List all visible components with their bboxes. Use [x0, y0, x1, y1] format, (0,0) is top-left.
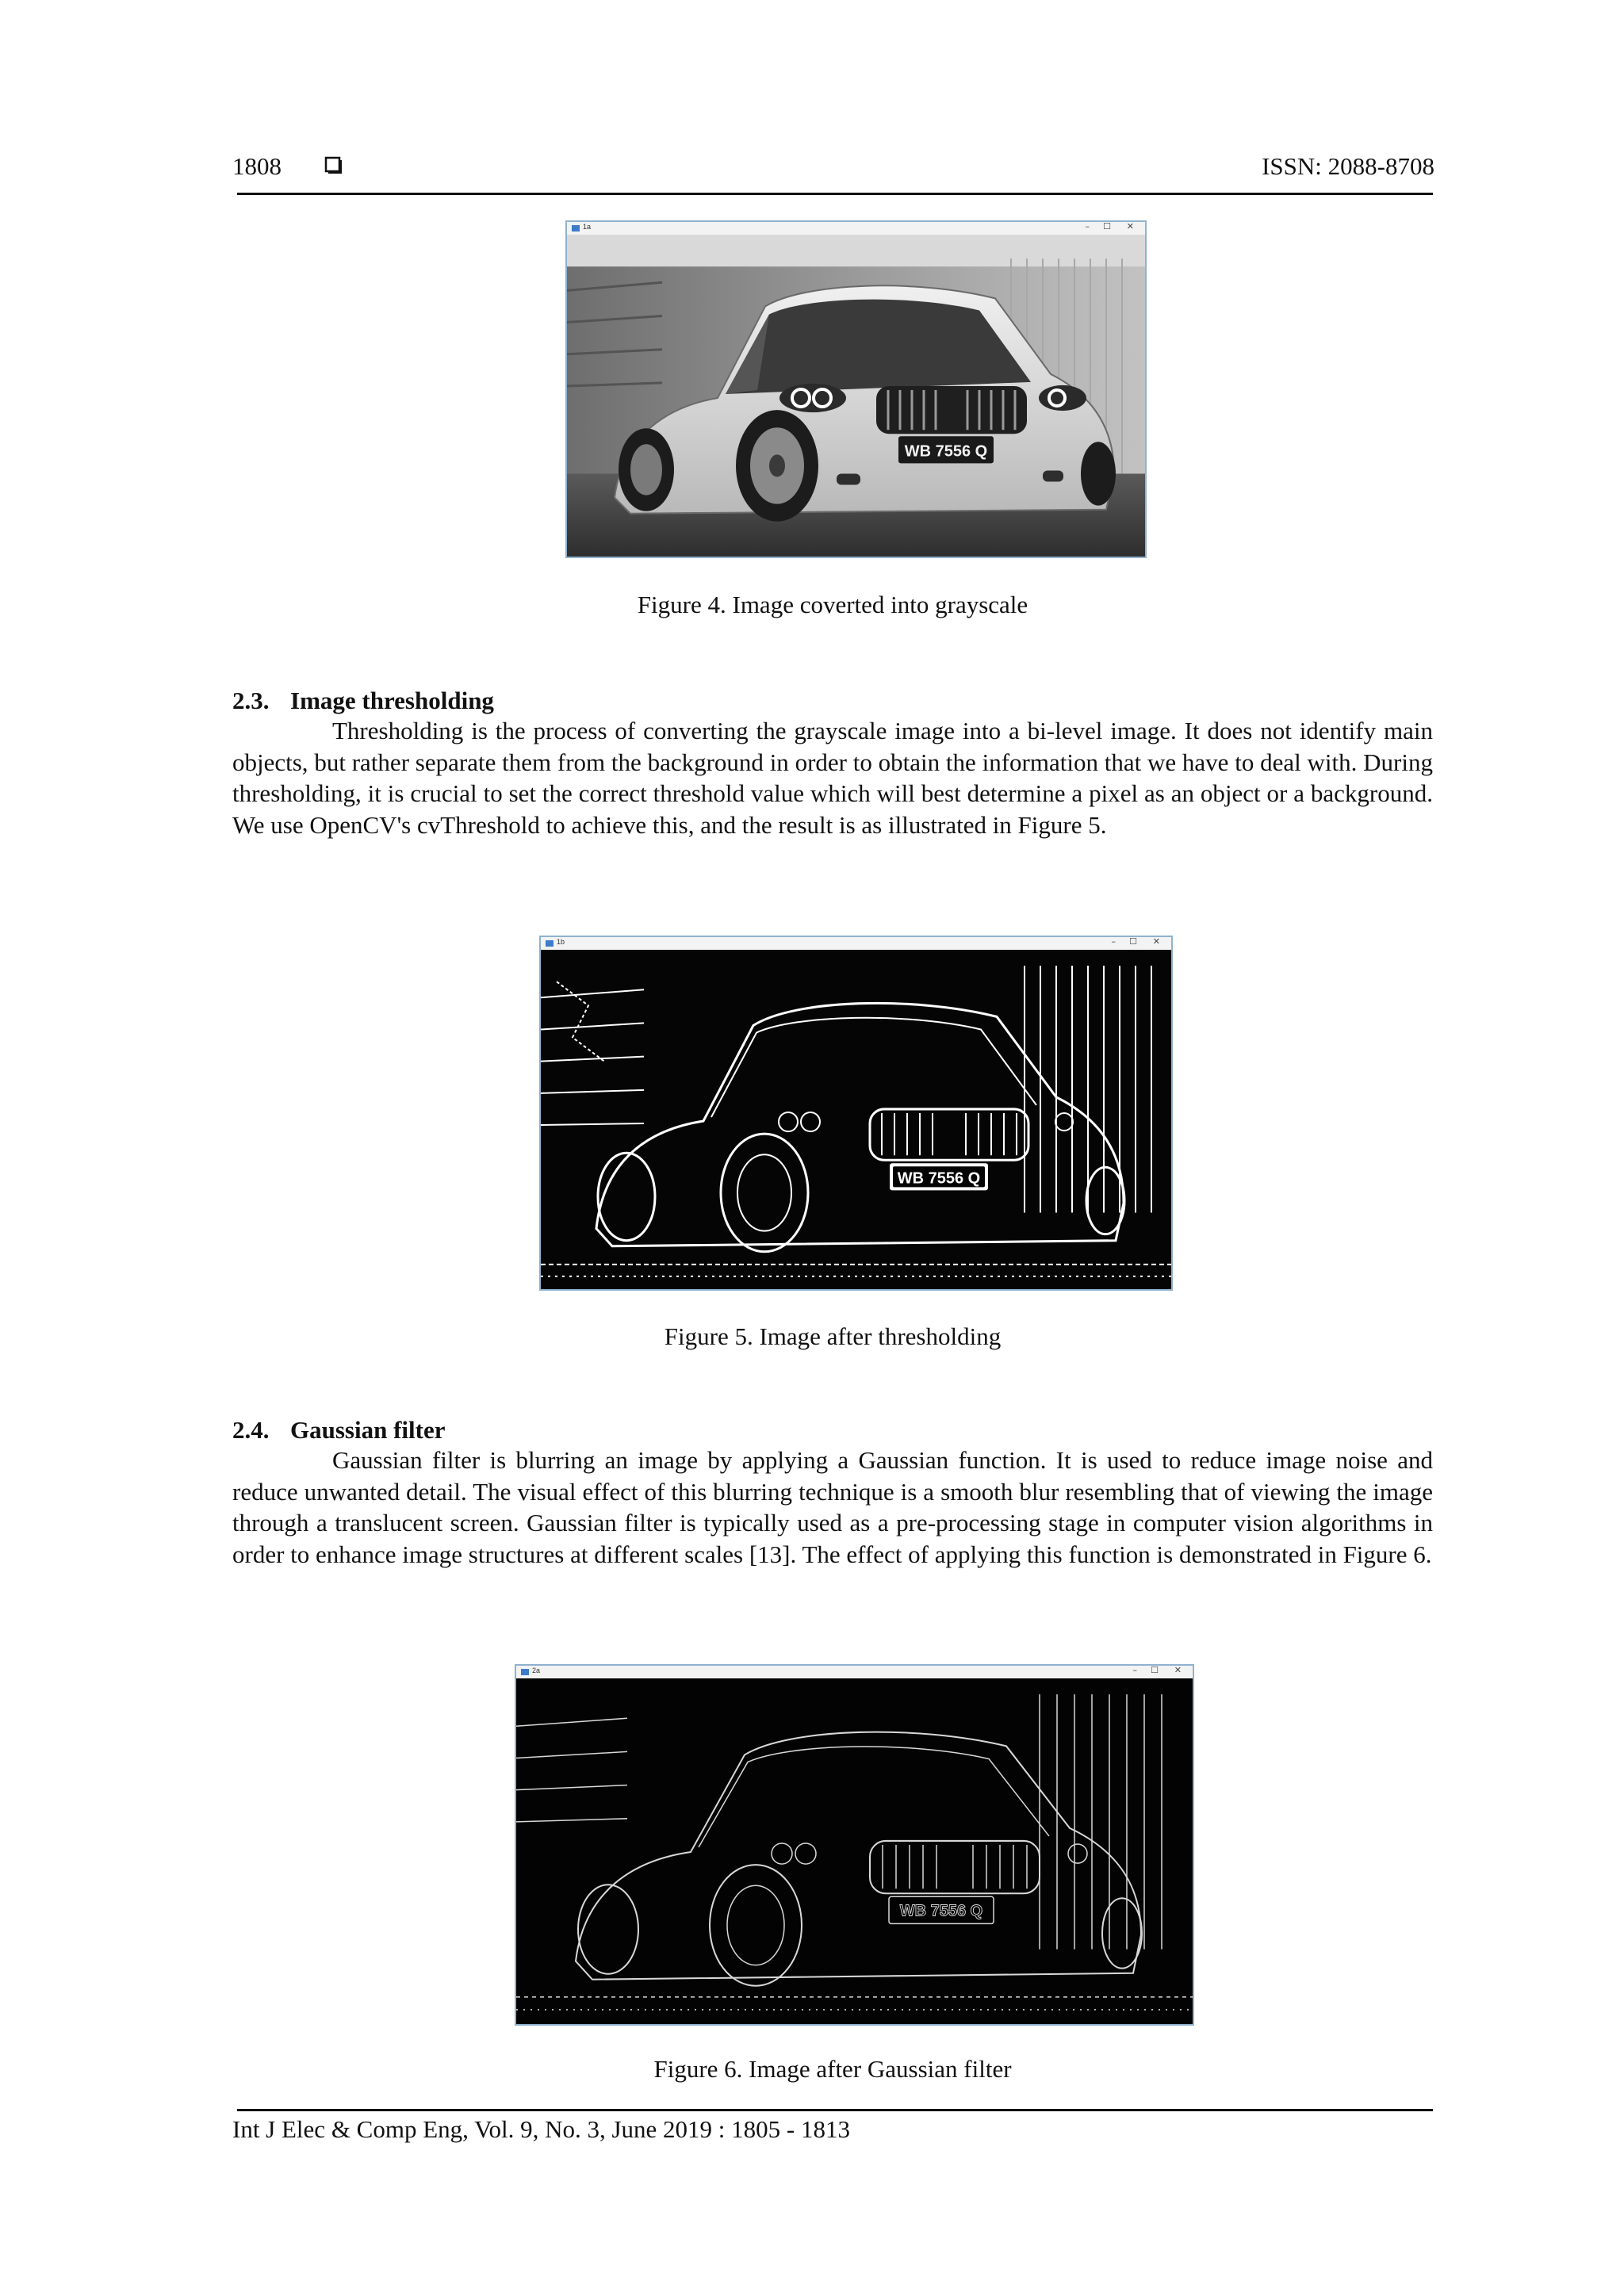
- figure-window-title: 1b: [557, 938, 565, 946]
- app-window-icon: [572, 225, 580, 232]
- minimize-icon: –: [1111, 936, 1116, 947]
- section-number: 2.4.: [232, 1416, 270, 1444]
- gaussian-filtered-car-image: [516, 1678, 1193, 2024]
- figure-window-titlebar: [567, 222, 1145, 235]
- grayscale-car-photo: [567, 235, 1145, 557]
- footer-rule: [237, 2109, 1433, 2111]
- figure-window-title: 2a: [532, 1667, 541, 1674]
- maximize-icon: ☐: [1129, 936, 1137, 947]
- figure-5-image: [539, 936, 1173, 1291]
- minimize-icon: –: [1132, 1665, 1137, 1675]
- app-window-icon: [521, 1669, 529, 1675]
- figure-window-title: 1a: [583, 223, 592, 231]
- section-2-4-paragraph: [232, 1445, 1433, 1570]
- header-rule: [237, 193, 1433, 195]
- journal-citation-footer: Int J Elec & Comp Eng, Vol. 9, No. 3, June 2019 : 1805 - 1813: [232, 2115, 850, 2143]
- maximize-icon: ☐: [1103, 221, 1111, 232]
- minimize-icon: –: [1085, 221, 1090, 232]
- figure-5-caption: Figure 5. Image after thresholding: [664, 1322, 1002, 1350]
- maximize-icon: ☐: [1151, 1665, 1159, 1675]
- license-plate: WB 7556 Q: [897, 1169, 981, 1188]
- page-number: 1808: [232, 152, 282, 180]
- close-icon: ✕: [1152, 936, 1160, 947]
- close-icon: ✕: [1126, 221, 1134, 232]
- license-plate: WB 7556 Q: [899, 1902, 983, 1920]
- figure-window-titlebar: [541, 937, 1171, 950]
- section-number: 2.3.: [232, 687, 270, 714]
- section-title: Gaussian filter: [290, 1416, 446, 1444]
- close-icon: ✕: [1174, 1665, 1182, 1675]
- figure-4-image: [565, 220, 1147, 558]
- thresholded-car-image: [541, 950, 1171, 1289]
- box-bullet-icon: [324, 156, 343, 175]
- figure-window-titlebar: [516, 1666, 1193, 1678]
- figure-6-image: [515, 1664, 1194, 2026]
- app-window-icon: [546, 940, 553, 947]
- paragraph-text: Thresholding is the process of converting the grayscale image into a bi-level image. It does not identify main objects, but rather separate them from the background in order to obtain the information that we have to deal with. During thresholding, it is crucial to set the correct threshold value which will best determine a pixel as an object or a background. We use OpenCV's cvThreshold to achieve this, and the result is as illustrated in Figure 5.: [232, 717, 1433, 839]
- section-heading-2-3: [232, 687, 494, 715]
- section-heading-2-4: [232, 1416, 445, 1445]
- section-2-3-paragraph: [232, 715, 1433, 840]
- paragraph-text: Gaussian filter is blurring an image by applying a Gaussian function. It is used to reduce image noise and reduce unwanted detail. The visual effect of this blurring technique is a smooth blur resembling that of viewing the image through a translucent screen. Gaussian filter is typically used as a pre-processing stage in computer vision algorithms in order to enhance image structures at different scales [13]. The effect of applying this function is demonstrated in Figure 6.: [232, 1446, 1433, 1568]
- journal-issn: ISSN: 2088-8708: [1262, 152, 1434, 180]
- figure-4-caption: Figure 4. Image coverted into grayscale: [637, 591, 1028, 618]
- license-plate: WB 7556 Q: [904, 442, 988, 461]
- figure-6-caption: Figure 6. Image after Gaussian filter: [653, 2055, 1012, 2083]
- section-title: Image thresholding: [290, 687, 494, 714]
